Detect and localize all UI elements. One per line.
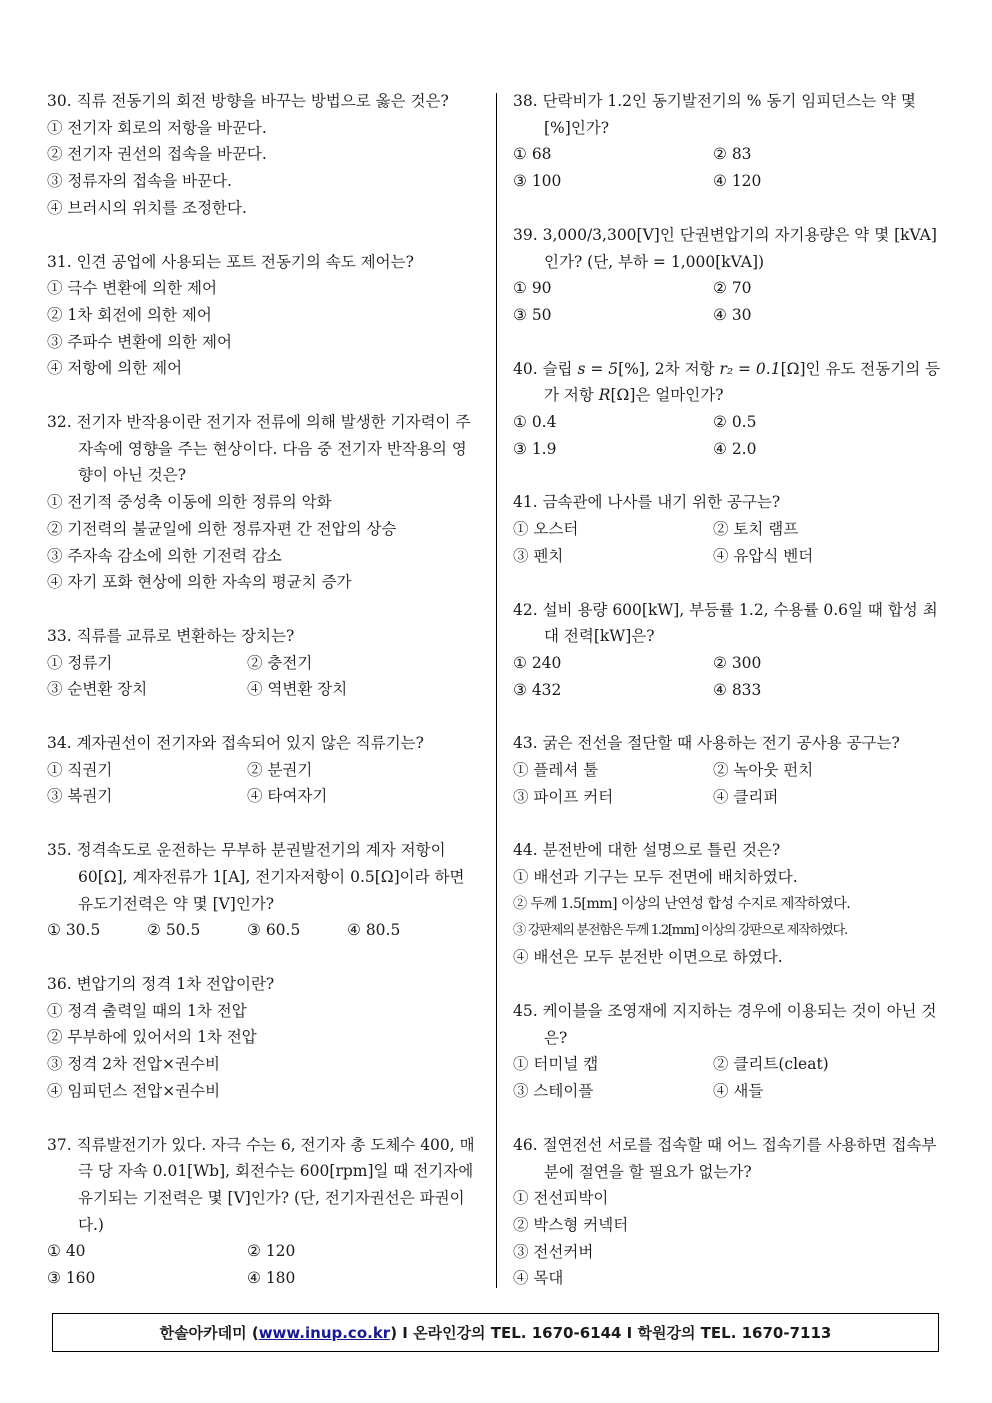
right-column [513,88,945,1292]
slip-expression: s = 5 [577,359,619,378]
online-lecture-phone: 온라인강의 TEL. 1670-6144 [413,1324,622,1342]
option-2: ② 기전력의 불균일에 의한 정류자편 간 전압의 상승 [47,519,397,538]
option-3: ③ 주파수 변환에 의한 제어 [47,332,232,351]
option-4: ④ 자기 포화 현상에 의한 자속의 평균치 증가 [47,573,352,592]
option-4: ④ 브러시의 위치를 조정한다. [47,198,247,217]
option-4: ④ 저항에 의한 제어 [47,359,183,378]
option-1: ① 40 [47,1242,86,1261]
option-4: ④ 역변환 장치 [247,680,348,699]
option-4: ④ 클리퍼 [713,787,779,806]
option-1: ① 90 [513,279,552,298]
option-4: ④ 2.0 [713,439,757,458]
question-45 [513,998,945,1105]
question-stem: 44. 분전반에 대한 설명으로 틀린 것은? [513,841,781,860]
option-1: ① 직권기 [47,760,113,779]
option-2: ② 무부하에 있어서의 1차 전압 [47,1028,257,1047]
question-31 [47,249,479,383]
stem-text: [%], 2차 저항 [618,359,720,378]
option-1: ① 전선피박이 [513,1189,609,1208]
question-stem: 37. 직류발전기가 있다. 자극 수는 6, 전기자 총 도체수 400, 매극 당 자속 0.01[Wb], 회전수는 600[rpm]일 때 전기자에 유기되는 기전력은 몇 [V]인가? (단, 전기자권선은 파권이다.) [47,1135,475,1234]
option-2: ② 0.5 [713,413,757,432]
question-42 [513,597,945,704]
stem-text: 40. 슬립 [513,359,578,378]
question-stem: 31. 인견 공업에 사용되는 포트 전동기의 속도 제어는? [47,252,414,271]
column-divider [496,93,497,1288]
question-30 [47,88,479,222]
question-stem: 39. 3,000/3,300[V]인 단권변압기의 자기용량은 약 몇 [kVA]인가? (단, 부하 = 1,000[kVA]) [513,225,937,271]
website-link[interactable]: www.inup.co.kr [258,1323,391,1342]
resistance-expression: r₂ = 0.1 [719,359,781,378]
option-3: ③ 1.9 [513,439,557,458]
option-2: ② 120 [247,1242,296,1261]
separator: I [621,1323,638,1342]
option-3: ③ 강판제의 분전함은 두께 1.2[mm] 이상의 강판으로 제작하였다. [513,922,847,938]
question-43 [513,730,945,810]
stem-text: [Ω]인 유도 전동기의 등가 저항 [544,359,941,405]
footer-banner [52,1313,939,1352]
option-4: ④ 임피던스 전압×권수비 [47,1081,221,1100]
option-4: ④ 유압식 벤더 [713,546,814,565]
question-37 [47,1132,479,1292]
question-41 [513,489,945,569]
equivalent-resistance-symbol: R [598,386,611,405]
option-1: ① 전기자 회로의 저항을 바꾼다. [47,118,267,137]
option-3: ③ 정류자의 접속을 바꾼다. [47,172,232,191]
option-4: ④ 80.5 [347,921,401,940]
option-1: ① 플레셔 툴 [513,761,599,780]
stem-text: [Ω]은 얼마인가? [610,386,724,405]
question-stem: 45. 케이블을 조영재에 지지하는 경우에 이용되는 것이 아닌 것은? [513,1001,937,1047]
option-3: ③ 스테이플 [513,1082,594,1101]
option-1: ① 극수 변환에 의한 제어 [47,279,217,298]
option-2: ② 전기자 권선의 접속을 바꾼다. [47,145,267,164]
option-2: ② 70 [713,279,752,298]
option-2: ② 녹아웃 펀치 [713,761,814,780]
question-stem: 35. 정격속도로 운전하는 무부하 분권발전기의 계자 저항이 60[Ω], 계자전류가 1[A], 전기자저항이 0.5[Ω]이라 하면 유도기전력은 약 몇 [V]인가? [47,841,465,913]
question-38 [513,88,945,195]
option-4: ④ 타여자기 [247,787,328,806]
option-4: ④ 180 [247,1269,296,1288]
question-40 [513,356,945,463]
option-3: ③ 432 [513,680,562,699]
question-stem: 41. 금속관에 나사를 내기 위한 공구는? [513,493,781,512]
option-1: ① 정류기 [47,653,113,672]
option-2: ② 분권기 [247,760,313,779]
question-stem: 42. 설비 용량 600[kW], 부등률 1.2, 수용률 0.6일 때 합성 최대 전력[kW]은? [513,600,938,646]
academy-name: 한솔아카데미 [159,1324,247,1342]
option-3: ③ 펜치 [513,546,564,565]
option-2: ② 클리트(cleat) [713,1055,829,1074]
question-stem: 34. 계자권선이 전기자와 접속되어 있지 않은 직류기는? [47,734,424,753]
separator: I [397,1323,414,1342]
question-stem: 43. 굵은 전선을 절단할 때 사용하는 전기 공사용 공구는? [513,734,900,753]
close-paren: ) [390,1323,398,1342]
question-stem: 46. 절연전선 서로를 접속할 때 어느 접속기를 사용하면 접속부분에 절연을 할 필요가 없는가? [513,1135,937,1181]
option-2: ② 토치 램프 [713,520,799,539]
option-3: ③ 160 [47,1269,96,1288]
option-4: ④ 목대 [513,1269,564,1288]
option-1: ① 전기적 중성축 이동에 의한 정류의 악화 [47,493,332,512]
option-3: ③ 50 [513,305,552,324]
question-34 [47,730,479,810]
option-4: ④ 30 [713,305,752,324]
left-column [47,88,479,1292]
open-paren: ( [251,1323,259,1342]
question-stem: 36. 변압기의 정격 1차 전압이란? [47,974,275,993]
option-2: ② 50.5 [147,921,201,940]
option-2: ② 두께 1.5[mm] 이상의 난연성 합성 수지로 제작하였다. [513,895,851,912]
option-1: ① 정격 출력일 때의 1차 전압 [47,1001,247,1020]
option-3: ③ 정격 2차 전압×권수비 [47,1055,220,1074]
question-stem: 32. 전기자 반작용이란 전기자 전류에 의해 발생한 기자력이 주자속에 영향을 주는 현상이다. 다음 중 전기자 반작용의 영향이 아닌 것은? [47,413,471,485]
option-4: ④ 배선은 모두 분전반 이면으로 하였다. [513,948,783,967]
option-3: ③ 전선커버 [513,1242,594,1261]
option-1: ① 30.5 [47,921,101,940]
option-3: ③ 100 [513,172,562,191]
option-1: ① 오스터 [513,520,579,539]
option-1: ① 240 [513,653,562,672]
question-stem [513,356,945,409]
option-2: ② 1차 회전에 의한 제어 [47,305,212,324]
option-4: ④ 120 [713,172,762,191]
option-4: ④ 새들 [713,1082,764,1101]
option-2: ② 300 [713,653,762,672]
option-3: ③ 복권기 [47,787,113,806]
option-3: ③ 주자속 감소에 의한 기전력 감소 [47,546,282,565]
option-1: ① 터미널 캡 [513,1055,599,1074]
option-1: ① 0.4 [513,413,557,432]
question-stem: 30. 직류 전동기의 회전 방향을 바꾸는 방법으로 옳은 것은? [47,92,449,110]
question-stem: 38. 단락비가 1.2인 동기발전기의 % 동기 임피던스는 약 몇 [%]인가? [513,92,916,137]
option-2: ② 83 [713,145,752,164]
option-2: ② 박스형 커넥터 [513,1215,629,1234]
question-44 [513,837,945,971]
option-3: ③ 60.5 [247,921,301,940]
academy-lecture-phone: 학원강의 TEL. 1670-7113 [637,1324,832,1342]
option-1: ① 68 [513,145,552,164]
option-3: ③ 순변환 장치 [47,680,148,699]
question-39 [513,222,945,329]
question-36 [47,971,479,1105]
option-1: ① 배선과 기구는 모두 전면에 배치하였다. [513,868,798,887]
question-stem: 33. 직류를 교류로 변환하는 장치는? [47,626,295,645]
option-4: ④ 833 [713,680,762,699]
option-2: ② 충전기 [247,653,313,672]
question-33 [47,623,479,703]
option-3: ③ 파이프 커터 [513,787,614,806]
question-46 [513,1132,945,1292]
question-35 [47,837,479,944]
question-32 [47,409,479,596]
